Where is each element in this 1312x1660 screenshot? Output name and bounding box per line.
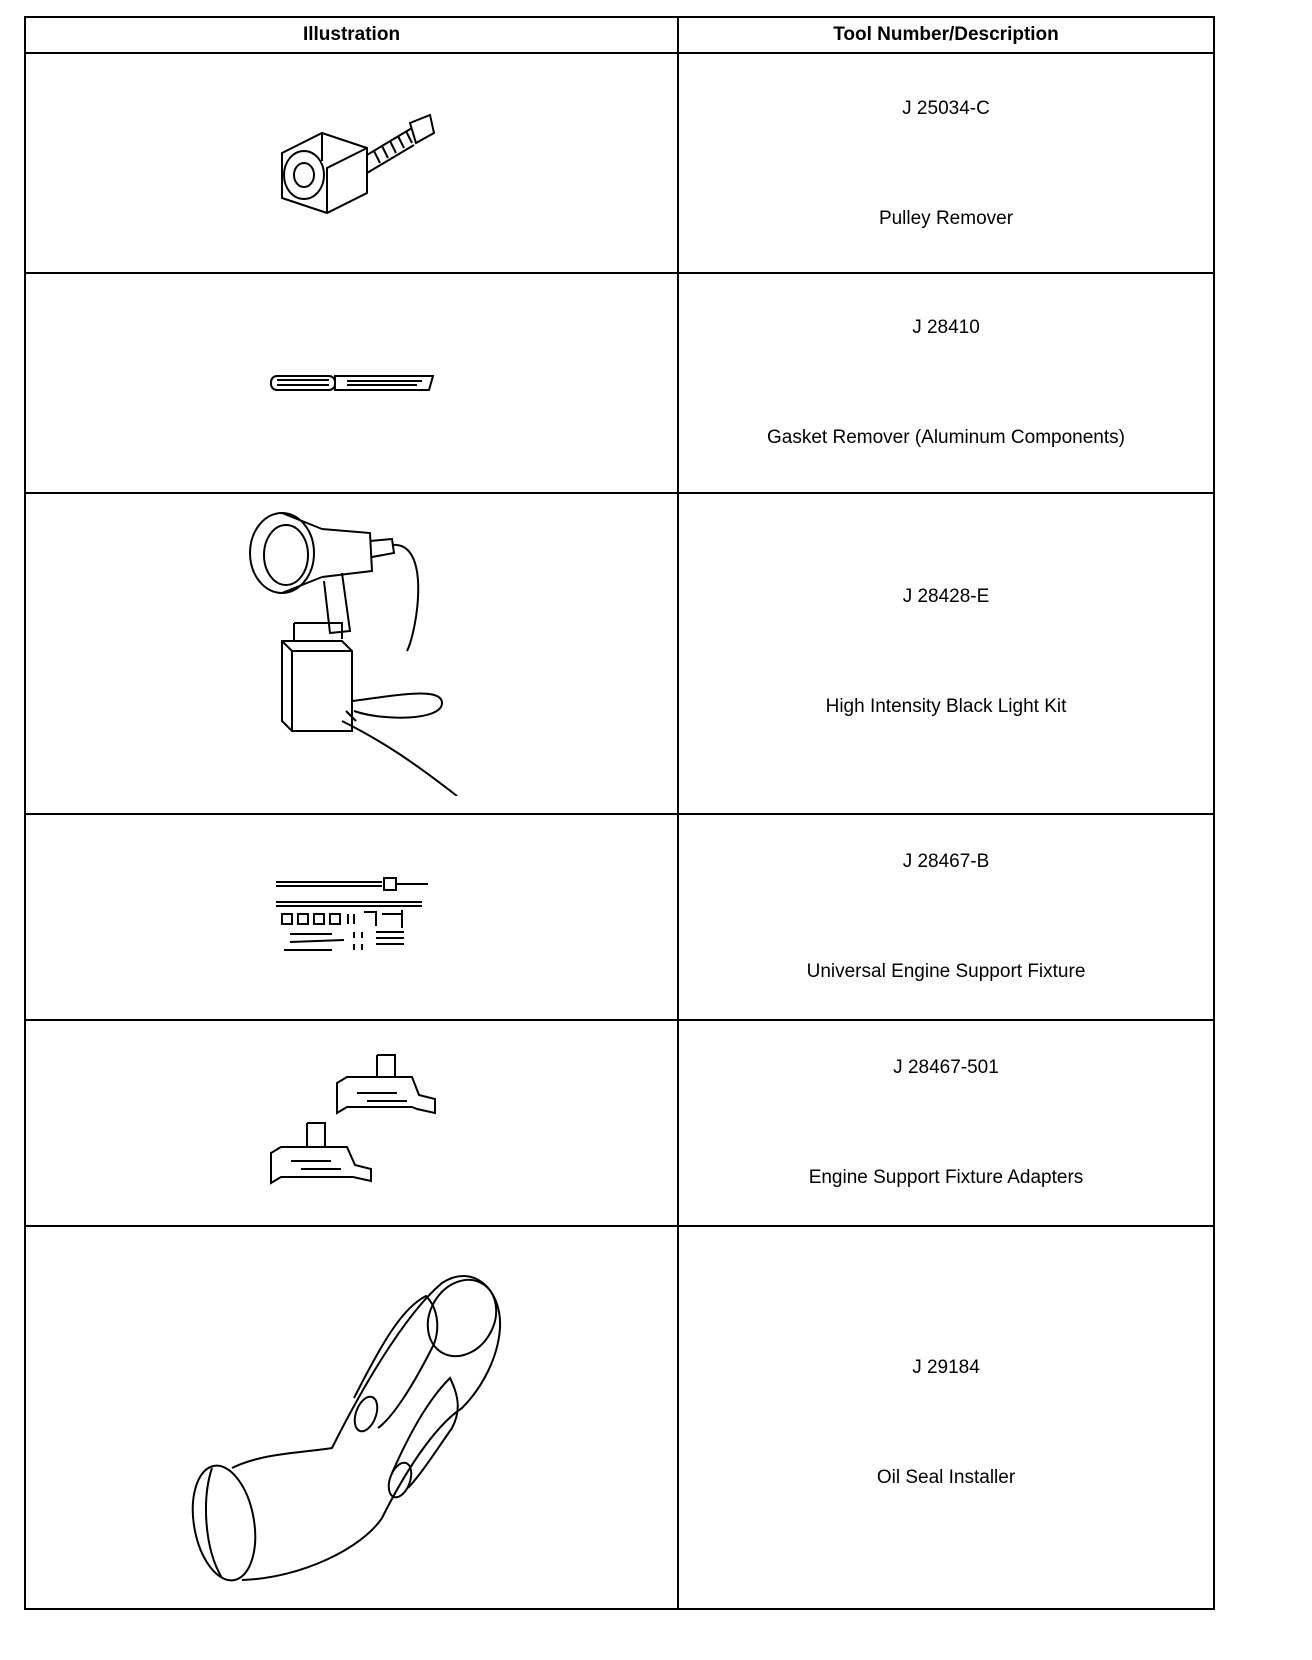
tool-description: High Intensity Black Light Kit [825, 696, 1067, 717]
fixture-adapters-icon [267, 1053, 437, 1193]
gasket-remover-icon [267, 368, 437, 398]
table-row [25, 1226, 1214, 1609]
table-row [25, 273, 1214, 493]
tool-cell [678, 814, 1214, 1020]
illustration-cell [25, 814, 678, 1020]
header-illustration: Illustration [25, 17, 678, 53]
tool-number: J 28467-501 [893, 1057, 999, 1078]
special-tools-table [24, 16, 1215, 1610]
tool-cell [678, 493, 1214, 814]
tool-number: J 28428-E [902, 586, 990, 607]
tool-number: J 25034-C [902, 98, 990, 119]
pulley-remover-icon [262, 93, 442, 233]
illustration-cell [25, 493, 678, 814]
illustration-cell [25, 53, 678, 273]
illustration-cell [25, 273, 678, 493]
tool-cell [678, 273, 1214, 493]
tool-description: Gasket Remover (Aluminum Components) [767, 427, 1125, 448]
illustration-cell [25, 1226, 678, 1609]
header-tool-number-description: Tool Number/Description [678, 17, 1214, 53]
tool-description: Engine Support Fixture Adapters [808, 1167, 1084, 1188]
tool-description: Pulley Remover [878, 208, 1014, 229]
tool-number: J 29184 [912, 1357, 980, 1378]
oil-seal-installer-icon [182, 1248, 522, 1588]
tool-cell [678, 1020, 1214, 1226]
tool-description: Universal Engine Support Fixture [806, 961, 1086, 982]
tool-number: J 28410 [912, 317, 980, 338]
tool-number: J 28467-B [902, 851, 990, 872]
illustration-cell [25, 1020, 678, 1226]
engine-support-fixture-icon [272, 872, 432, 962]
tool-cell [678, 53, 1214, 273]
table-row [25, 814, 1214, 1020]
table-row [25, 493, 1214, 814]
black-light-kit-icon [242, 511, 462, 796]
table-header-row [25, 17, 1214, 53]
table-row [25, 53, 1214, 273]
tool-cell [678, 1226, 1214, 1609]
tool-description: Oil Seal Installer [876, 1467, 1016, 1488]
table-row [25, 1020, 1214, 1226]
